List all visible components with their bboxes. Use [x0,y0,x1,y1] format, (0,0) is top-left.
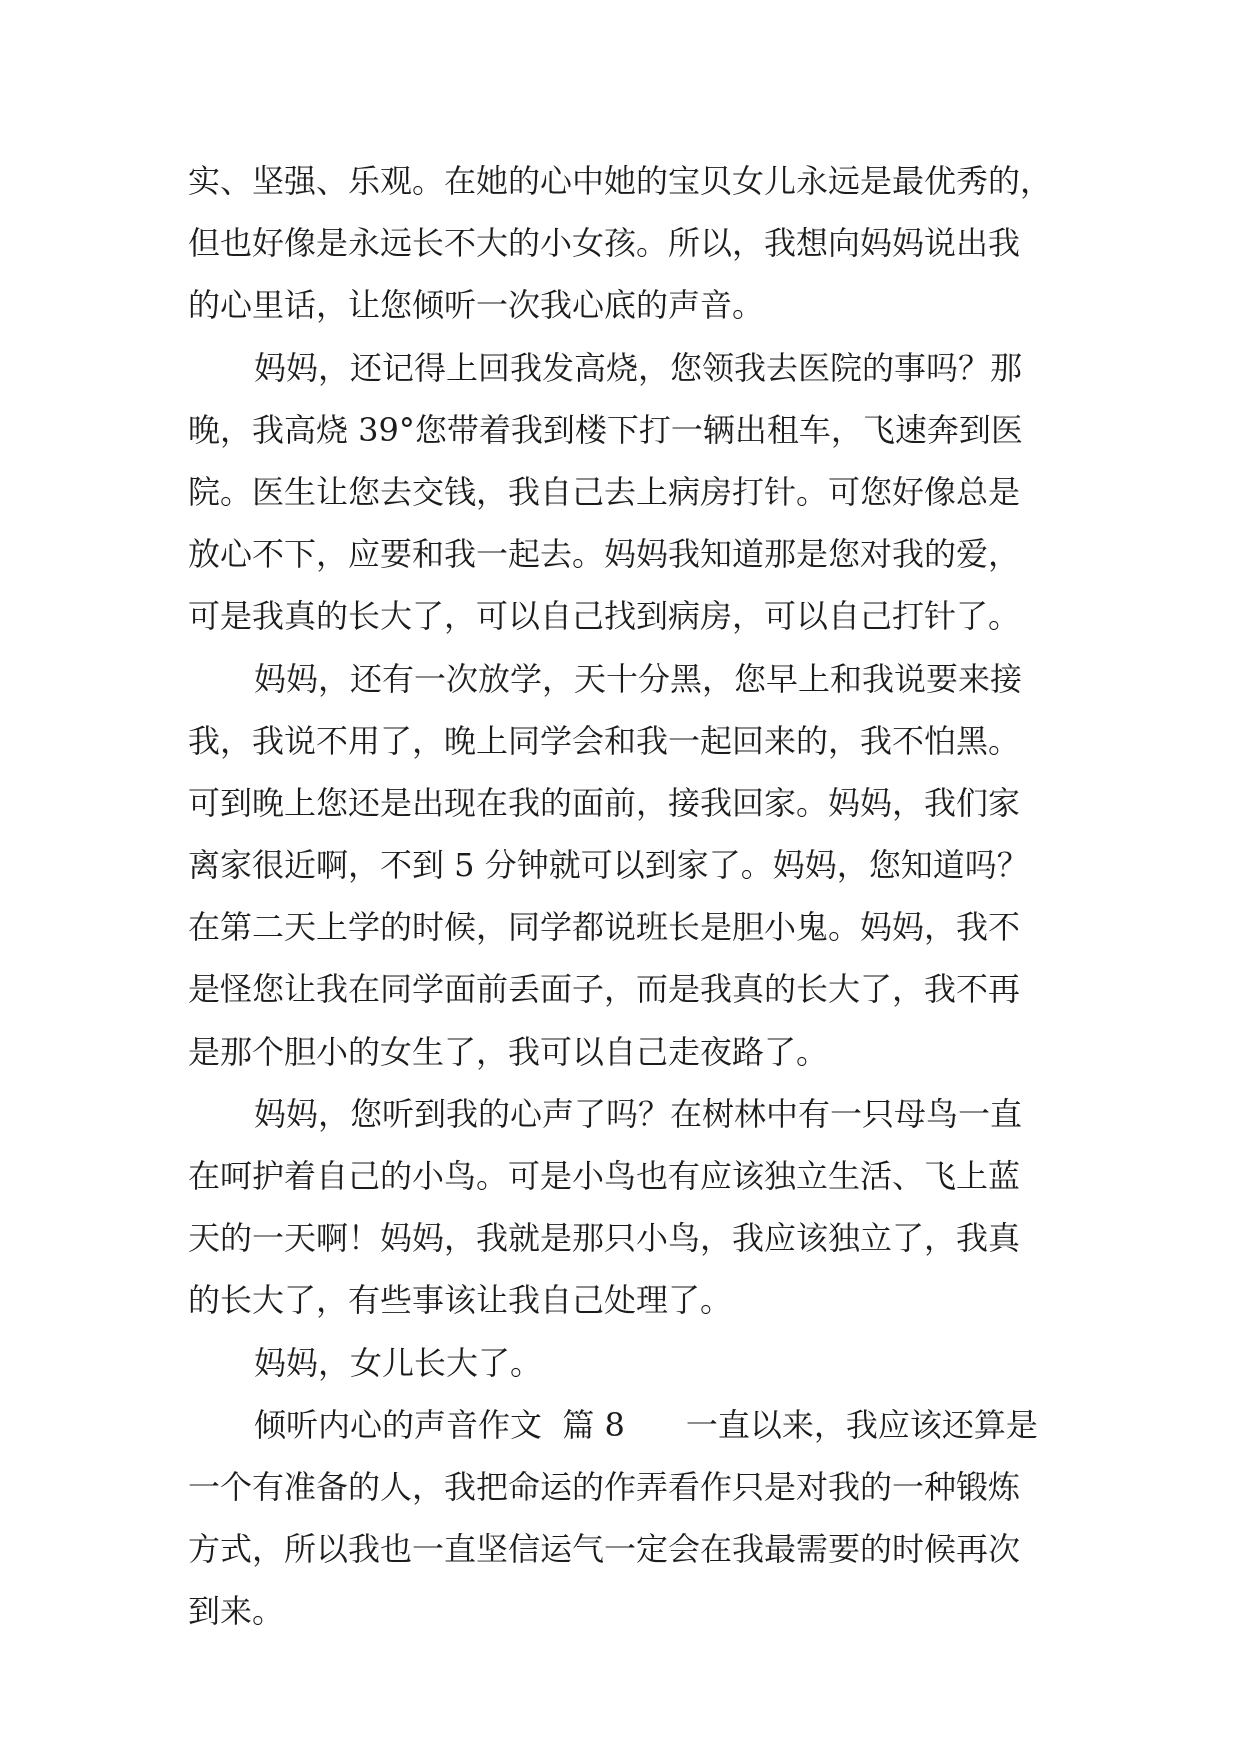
text-line: 可到晚上您还是出现在我的面前，接我回家。妈妈，我们家 [188,783,1021,822]
text-line: 在第二天上学的时候，同学都说班长是胆小鬼。妈妈，我不 [188,908,1021,947]
paragraph [188,1394,1068,1643]
text-line: 的心里话，让您倾听一次我心底的声音。 [188,286,765,325]
paragraph [188,337,1068,648]
text-line: 但也好像是永远长不大的小女孩。所以，我想向妈妈说出我 [188,224,1021,263]
text-line: 我，我说不用了，晚上同学会和我一起回来的，我不怕黑。 [188,721,1021,760]
paragraph [188,150,1068,337]
text-line: 晚，我高烧 39°您带着我到楼下打一辆出租车，飞速奔到医 [188,410,1023,449]
document-body [188,150,1068,1643]
text-line: 到来。 [188,1592,285,1631]
text-line: 离家很近啊，不到 5 分钟就可以到家了。妈妈，您知道吗？ [188,846,1029,885]
text-line: 妈妈，还记得上回我发高烧，您领我去医院的事吗？那 [254,348,1023,387]
text-line: 方式，所以我也一直坚信运气一定会在我最需要的时候再次 [188,1530,1021,1569]
text-line: 放心不下，应要和我一起去。妈妈我知道那是您对我的爱， [188,535,1021,574]
text-line: 是那个胆小的女生了，我可以自己走夜路了。 [188,1032,829,1071]
text-line: 妈妈，还有一次放学，天十分黑，您早上和我说要来接 [254,659,1023,698]
text-line: 是怪您让我在同学面前丢面子，而是我真的长大了，我不再 [188,970,1021,1009]
text-line: 在呵护着自己的小鸟。可是小鸟也有应该独立生活、飞上蓝 [188,1157,1021,1195]
text-line: 院。医生让您去交钱，我自己去上病房打针。可您好像总是 [188,472,1021,511]
paragraph [188,648,1068,1083]
text-line: 的长大了，有些事该让我自己处理了。 [188,1281,733,1320]
text-line: 倾听内心的声音作文 篇 8 一直以来，我应该还算是 [254,1405,1038,1444]
text-line: 实、坚强、乐观。在她的心中她的宝贝女儿永远是最优秀的， [188,162,1053,200]
text-line: 妈妈，女儿长大了。 [254,1343,543,1382]
paragraph [188,1332,1068,1394]
text-line: 妈妈，您听到我的心声了吗？在树林中有一只母鸟一直 [254,1094,1023,1133]
text-line: 可是我真的长大了，可以自己找到病房，可以自己打针了。 [188,597,1021,636]
paragraph [188,1083,1068,1332]
text-line: 天的一天啊！妈妈，我就是那只小鸟，我应该独立了，我真 [188,1219,1021,1258]
text-line: 一个有准备的人，我把命运的作弄看作只是对我的一种锻炼 [188,1467,1021,1506]
